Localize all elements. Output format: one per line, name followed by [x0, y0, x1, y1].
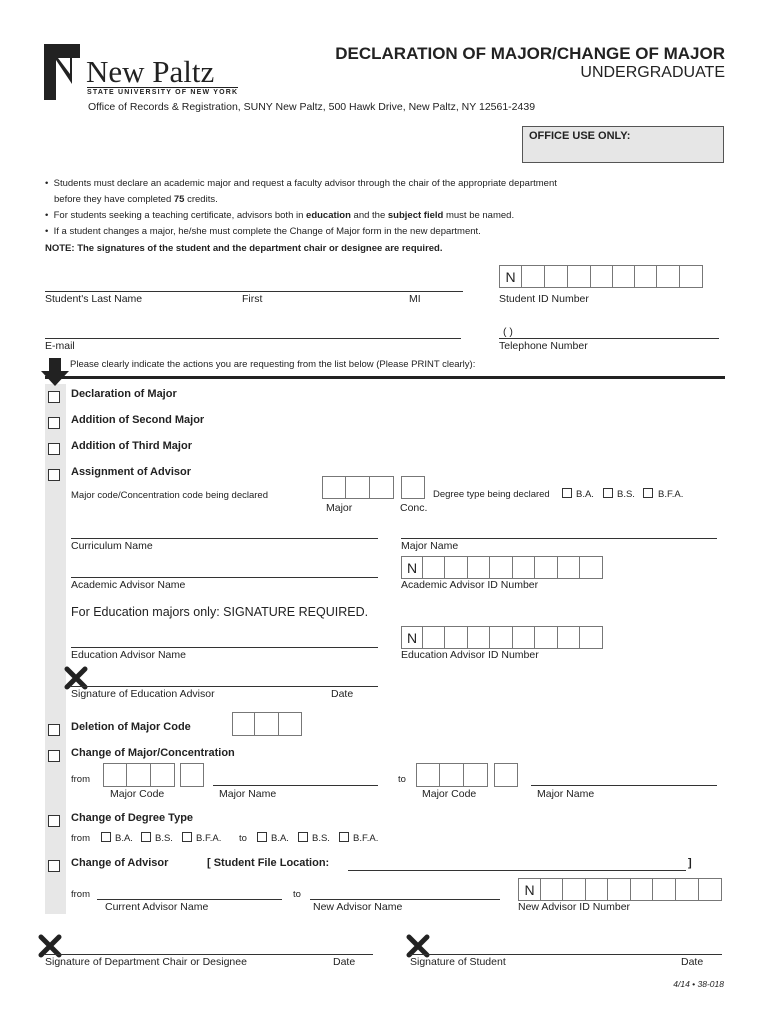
- instruction-note: NOTE: The signatures of the student and the department chair or designee are required.: [45, 243, 443, 254]
- third-major-checkbox[interactable]: [48, 443, 60, 455]
- to-bfa-label: B.F.A.: [353, 833, 379, 844]
- mi-label: MI: [409, 293, 421, 305]
- chair-date-label: Date: [333, 956, 356, 968]
- to-bfa-checkbox[interactable]: [339, 832, 349, 842]
- logo-name: New Paltz: [86, 54, 215, 89]
- major-label: Major: [326, 502, 353, 514]
- change-major-from: from: [71, 774, 90, 785]
- declaration-label: Declaration of Major: [71, 388, 177, 400]
- major-code-text: Major code/Concentration code being declared: [71, 490, 268, 501]
- to-ba-label: B.A.: [271, 833, 289, 844]
- bs-checkbox[interactable]: [603, 488, 613, 498]
- actions-sidebar: [45, 384, 66, 914]
- instruction-3: • If a student changes a major, he/she must complete the Change of Major form in the new department.: [45, 226, 481, 237]
- deletion-code-grid[interactable]: [232, 712, 302, 736]
- to-bs-checkbox[interactable]: [298, 832, 308, 842]
- change-major-checkbox[interactable]: [48, 750, 60, 762]
- acad-advisor-id-grid[interactable]: [401, 556, 603, 579]
- student-signature-line[interactable]: [410, 954, 722, 955]
- edu-advisor-id-grid[interactable]: [401, 626, 603, 649]
- degree-from: from: [71, 833, 90, 844]
- phone-area-code: ( ): [503, 326, 513, 338]
- office-address: Office of Records & Registration, SUNY New Paltz, 500 Hawk Drive, New Paltz, NY 12561-2439: [88, 101, 536, 113]
- conc-code-grid[interactable]: [401, 476, 425, 499]
- current-advisor-label: Current Advisor Name: [105, 901, 209, 913]
- new-advisor-line[interactable]: [310, 899, 500, 900]
- page-title: DECLARATION OF MAJOR/CHANGE OF MAJOR: [335, 44, 725, 63]
- edu-advisor-id-label: Education Advisor ID Number: [401, 649, 539, 661]
- phone-label: Telephone Number: [499, 340, 588, 352]
- from-bs-label: B.S.: [155, 833, 173, 844]
- major-name-label: Major Name: [401, 540, 459, 552]
- to-major-code-grid[interactable]: [416, 763, 488, 787]
- current-advisor-line[interactable]: [97, 899, 282, 900]
- from-major-code-label: Major Code: [110, 788, 165, 800]
- to-ba-checkbox[interactable]: [257, 832, 267, 842]
- student-id-label: Student ID Number: [499, 293, 589, 305]
- advisor-to: to: [293, 889, 301, 900]
- conc-label: Conc.: [400, 502, 428, 514]
- phone-line[interactable]: [499, 338, 719, 339]
- bfa-label: B.F.A.: [658, 489, 684, 500]
- logo-subtitle: STATE UNIVERSITY OF NEW YORK: [87, 89, 239, 96]
- from-major-name-label: Major Name: [219, 788, 277, 800]
- to-major-code-label: Major Code: [422, 788, 477, 800]
- bs-label: B.S.: [617, 489, 635, 500]
- declaration-checkbox[interactable]: [48, 391, 60, 403]
- student-name-line[interactable]: [45, 291, 463, 292]
- to-conc-code-grid[interactable]: [494, 763, 518, 787]
- edu-advisor-line[interactable]: [71, 647, 378, 648]
- ba-label: B.A.: [576, 489, 594, 500]
- second-major-label: Addition of Second Major: [71, 414, 205, 426]
- email-line[interactable]: [45, 338, 461, 339]
- new-advisor-label: New Advisor Name: [313, 901, 403, 913]
- student-date-label: Date: [681, 956, 704, 968]
- to-major-name-line[interactable]: [531, 785, 717, 786]
- last-name-label: Student's Last Name: [45, 293, 143, 305]
- instruction-2: • For students seeking a teaching certificate, advisors both in education and the subject field must be named.: [45, 210, 515, 221]
- change-degree-checkbox[interactable]: [48, 815, 60, 827]
- down-arrow-icon: [41, 358, 69, 386]
- acad-id-prefix: N: [401, 556, 423, 579]
- from-ba-checkbox[interactable]: [101, 832, 111, 842]
- to-major-name-label: Major Name: [537, 788, 595, 800]
- curriculum-label: Curriculum Name: [71, 540, 153, 552]
- instruction-1b: before they have completed 75 credits.: [54, 194, 218, 205]
- form-footer: 4/14 • 38-018: [673, 979, 724, 989]
- ba-checkbox[interactable]: [562, 488, 572, 498]
- file-location-line[interactable]: [348, 870, 686, 871]
- new-advisor-id-label: New Advisor ID Number: [518, 901, 631, 913]
- acad-advisor-id-label: Academic Advisor ID Number: [401, 579, 539, 591]
- major-name-line[interactable]: [401, 538, 717, 539]
- first-name-label: First: [242, 293, 263, 305]
- chair-signature-label: Signature of Department Chair or Designee: [45, 956, 247, 968]
- change-advisor-checkbox[interactable]: [48, 860, 60, 872]
- section-divider: [45, 376, 725, 379]
- bfa-checkbox[interactable]: [643, 488, 653, 498]
- email-label: E-mail: [45, 340, 75, 352]
- edu-advisor-label: Education Advisor Name: [71, 649, 186, 661]
- student-id-grid[interactable]: [499, 265, 703, 288]
- change-advisor-label: Change of Advisor: [71, 857, 169, 869]
- id-prefix: N: [499, 265, 522, 288]
- edu-date-label: Date: [331, 688, 354, 700]
- advisor-from: from: [71, 889, 90, 900]
- edu-only-note: For Education majors only: SIGNATURE REQUIRED.: [71, 605, 369, 619]
- second-major-checkbox[interactable]: [48, 417, 60, 429]
- acad-advisor-line[interactable]: [71, 577, 378, 578]
- from-conc-code-grid[interactable]: [180, 763, 204, 787]
- new-advisor-id-prefix: N: [518, 878, 541, 901]
- major-code-grid[interactable]: [322, 476, 394, 499]
- degree-to: to: [239, 833, 247, 844]
- edu-signature-label: Signature of Education Advisor: [71, 688, 215, 700]
- acad-advisor-label: Academic Advisor Name: [71, 579, 186, 591]
- actions-prompt: Please clearly indicate the actions you are requesting from the list below (Please PRINT clearly):: [70, 359, 476, 370]
- from-major-code-grid[interactable]: [103, 763, 175, 787]
- deletion-checkbox[interactable]: [48, 724, 60, 736]
- file-location-label: [ Student File Location:: [207, 857, 330, 869]
- page-subtitle: UNDERGRADUATE: [580, 64, 725, 81]
- office-use-label: OFFICE USE ONLY:: [529, 130, 631, 142]
- from-ba-label: B.A.: [115, 833, 133, 844]
- change-degree-label: Change of Degree Type: [71, 812, 194, 824]
- deletion-label: Deletion of Major Code: [71, 721, 191, 733]
- new-advisor-id-grid[interactable]: [518, 878, 722, 901]
- change-major-to: to: [398, 774, 406, 785]
- from-bs-checkbox[interactable]: [141, 832, 151, 842]
- chair-signature-line[interactable]: [45, 954, 373, 955]
- assign-advisor-checkbox[interactable]: [48, 469, 60, 481]
- from-bfa-checkbox[interactable]: [182, 832, 192, 842]
- degree-type-label: Degree type being declared: [433, 489, 550, 500]
- curriculum-line[interactable]: [71, 538, 378, 539]
- file-location-end: ]: [688, 857, 692, 869]
- new-paltz-logo-icon: [44, 44, 80, 100]
- from-major-name-line[interactable]: [213, 785, 378, 786]
- instruction-1a: • Students must declare an academic major and request a faculty advisor through the chair of the appropriate department: [45, 178, 557, 189]
- office-use-box: [522, 126, 724, 163]
- to-bs-label: B.S.: [312, 833, 330, 844]
- edu-signature-line[interactable]: [71, 686, 378, 687]
- student-signature-label: Signature of Student: [410, 956, 506, 968]
- edu-id-prefix: N: [401, 626, 423, 649]
- third-major-label: Addition of Third Major: [71, 440, 192, 452]
- from-bfa-label: B.F.A.: [196, 833, 222, 844]
- change-major-label: Change of Major/Concentration: [71, 747, 235, 759]
- assign-advisor-label: Assignment of Advisor: [71, 466, 191, 478]
